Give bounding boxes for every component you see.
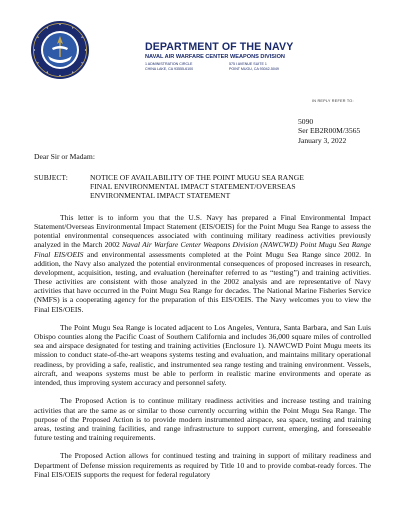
body-paragraph <box>34 213 371 314</box>
body-paragraph: The Point Mugu Sea Range is located adjacent to Los Angeles, Ventura, Santa Barbara, and San Luis Obispo counties along the Pacific Coast of Southern California and includes 36,000 square miles of controlled sea and airspace designated for testing and training activities (Enclosure 1). NAWCWD Point Mugu meets its mission to conduct state-of-the-art weapons systems testing and evaluation, and maintains military operational readiness, by providing a safe, realistic, and instrumented sea range testing and training environment. Vessels, aircraft, and weapons systems must be able to perform in realistic marine environments and operate as intended, thus improving system accuracy and personnel safety. <box>34 323 371 387</box>
letter-date: January 3, 2022 <box>298 135 347 145</box>
division-name: NAVAL AIR WARFARE CENTER WEAPONS DIVISION <box>145 54 285 60</box>
address-point-mugu <box>229 62 299 72</box>
address-line: 575 I AVENUE SUITE 1 <box>229 62 267 66</box>
subject-line: FINAL ENVIRONMENTAL IMPACT STATEMENT/OVERSEAS <box>90 182 296 192</box>
paragraph-text: This letter is to inform you that the U.S. Navy has prepared a Final Environmental Impact Statement/Overseas Environmental Impact Statement (EIS/OEIS) for the Point Mugu Sea Range to assess the potential environmental consequences associated with continuing military readiness activities previously analyzed in the March 2002 <box>34 213 371 250</box>
subject-line: ENVIRONMENTAL IMPACT STATEMENT <box>90 191 231 201</box>
address-line: 1 ADMINISTRATION CIRCLE <box>145 62 193 66</box>
department-name: DEPARTMENT OF THE NAVY <box>145 41 294 53</box>
letterhead <box>145 41 365 72</box>
salutation: Dear Sir or Madam: <box>34 152 95 161</box>
subject-text <box>90 173 380 201</box>
address-block <box>145 62 365 72</box>
address-line: POINT MUGU, CA 93042-5049 <box>229 67 279 71</box>
subject-line: NOTICE OF AVAILABILITY OF THE POINT MUGU SEA RANGE <box>90 173 304 182</box>
body-paragraph: The Proposed Action allows for continued testing and training in support of military readiness and Department of Defense mission requirements as required by Title 10 and to provide combat-ready forces. The Final EIS/OEIS supports the request for federal regulatory <box>34 451 371 479</box>
navy-seal-logo <box>30 20 90 80</box>
reference-code: 5090 <box>298 117 314 126</box>
address-china-lake <box>145 62 215 72</box>
reply-label: IN REPLY REFER TO: <box>312 99 354 103</box>
subject-label: SUBJECT: <box>34 173 68 182</box>
document-title: Naval Air Warfare Center Weapons Division (NAWCWD) Point Mugu Sea Range Final EIS/OEIS <box>34 240 371 259</box>
paragraph-text: and environmental assessments completed at the Point Mugu Sea Range since 2002. In addition, the Navy also analyzed the potential environmental consequences of proposed increases in research, development, acquisition, testing, and evaluation (hereinafter referred to as “testing”) and training activities. These activities are consistent with those analyzed in the 2002 analysis and are representative of Navy activities that have occurred in the Point Mugu Sea Range for decades. The National Marine Fisheries Service (NMFS) is a cooperating agency for the preparation of this EIS/OEIS. The Navy welcomes you to view the Final EIS/OEIS. <box>34 249 371 314</box>
address-line: CHINA LAKE, CA 93555-6100 <box>145 67 194 71</box>
serial-number: Ser EB2R00M/3565 <box>298 126 361 136</box>
reference-block <box>298 117 360 145</box>
body-paragraph: The Proposed Action is to continue military readiness activities and increase testing and training activities that are the same as or similar to those currently occurring within the Point Mugu Sea Range. The purpose of the Proposed Action is to provide modern instrumented airspace, sea space, testing and training areas, testing and training facilities, and range infrastructure to support current, emerging, and foreseeable future testing and training requirements. <box>34 396 371 443</box>
letter-body <box>34 213 371 488</box>
